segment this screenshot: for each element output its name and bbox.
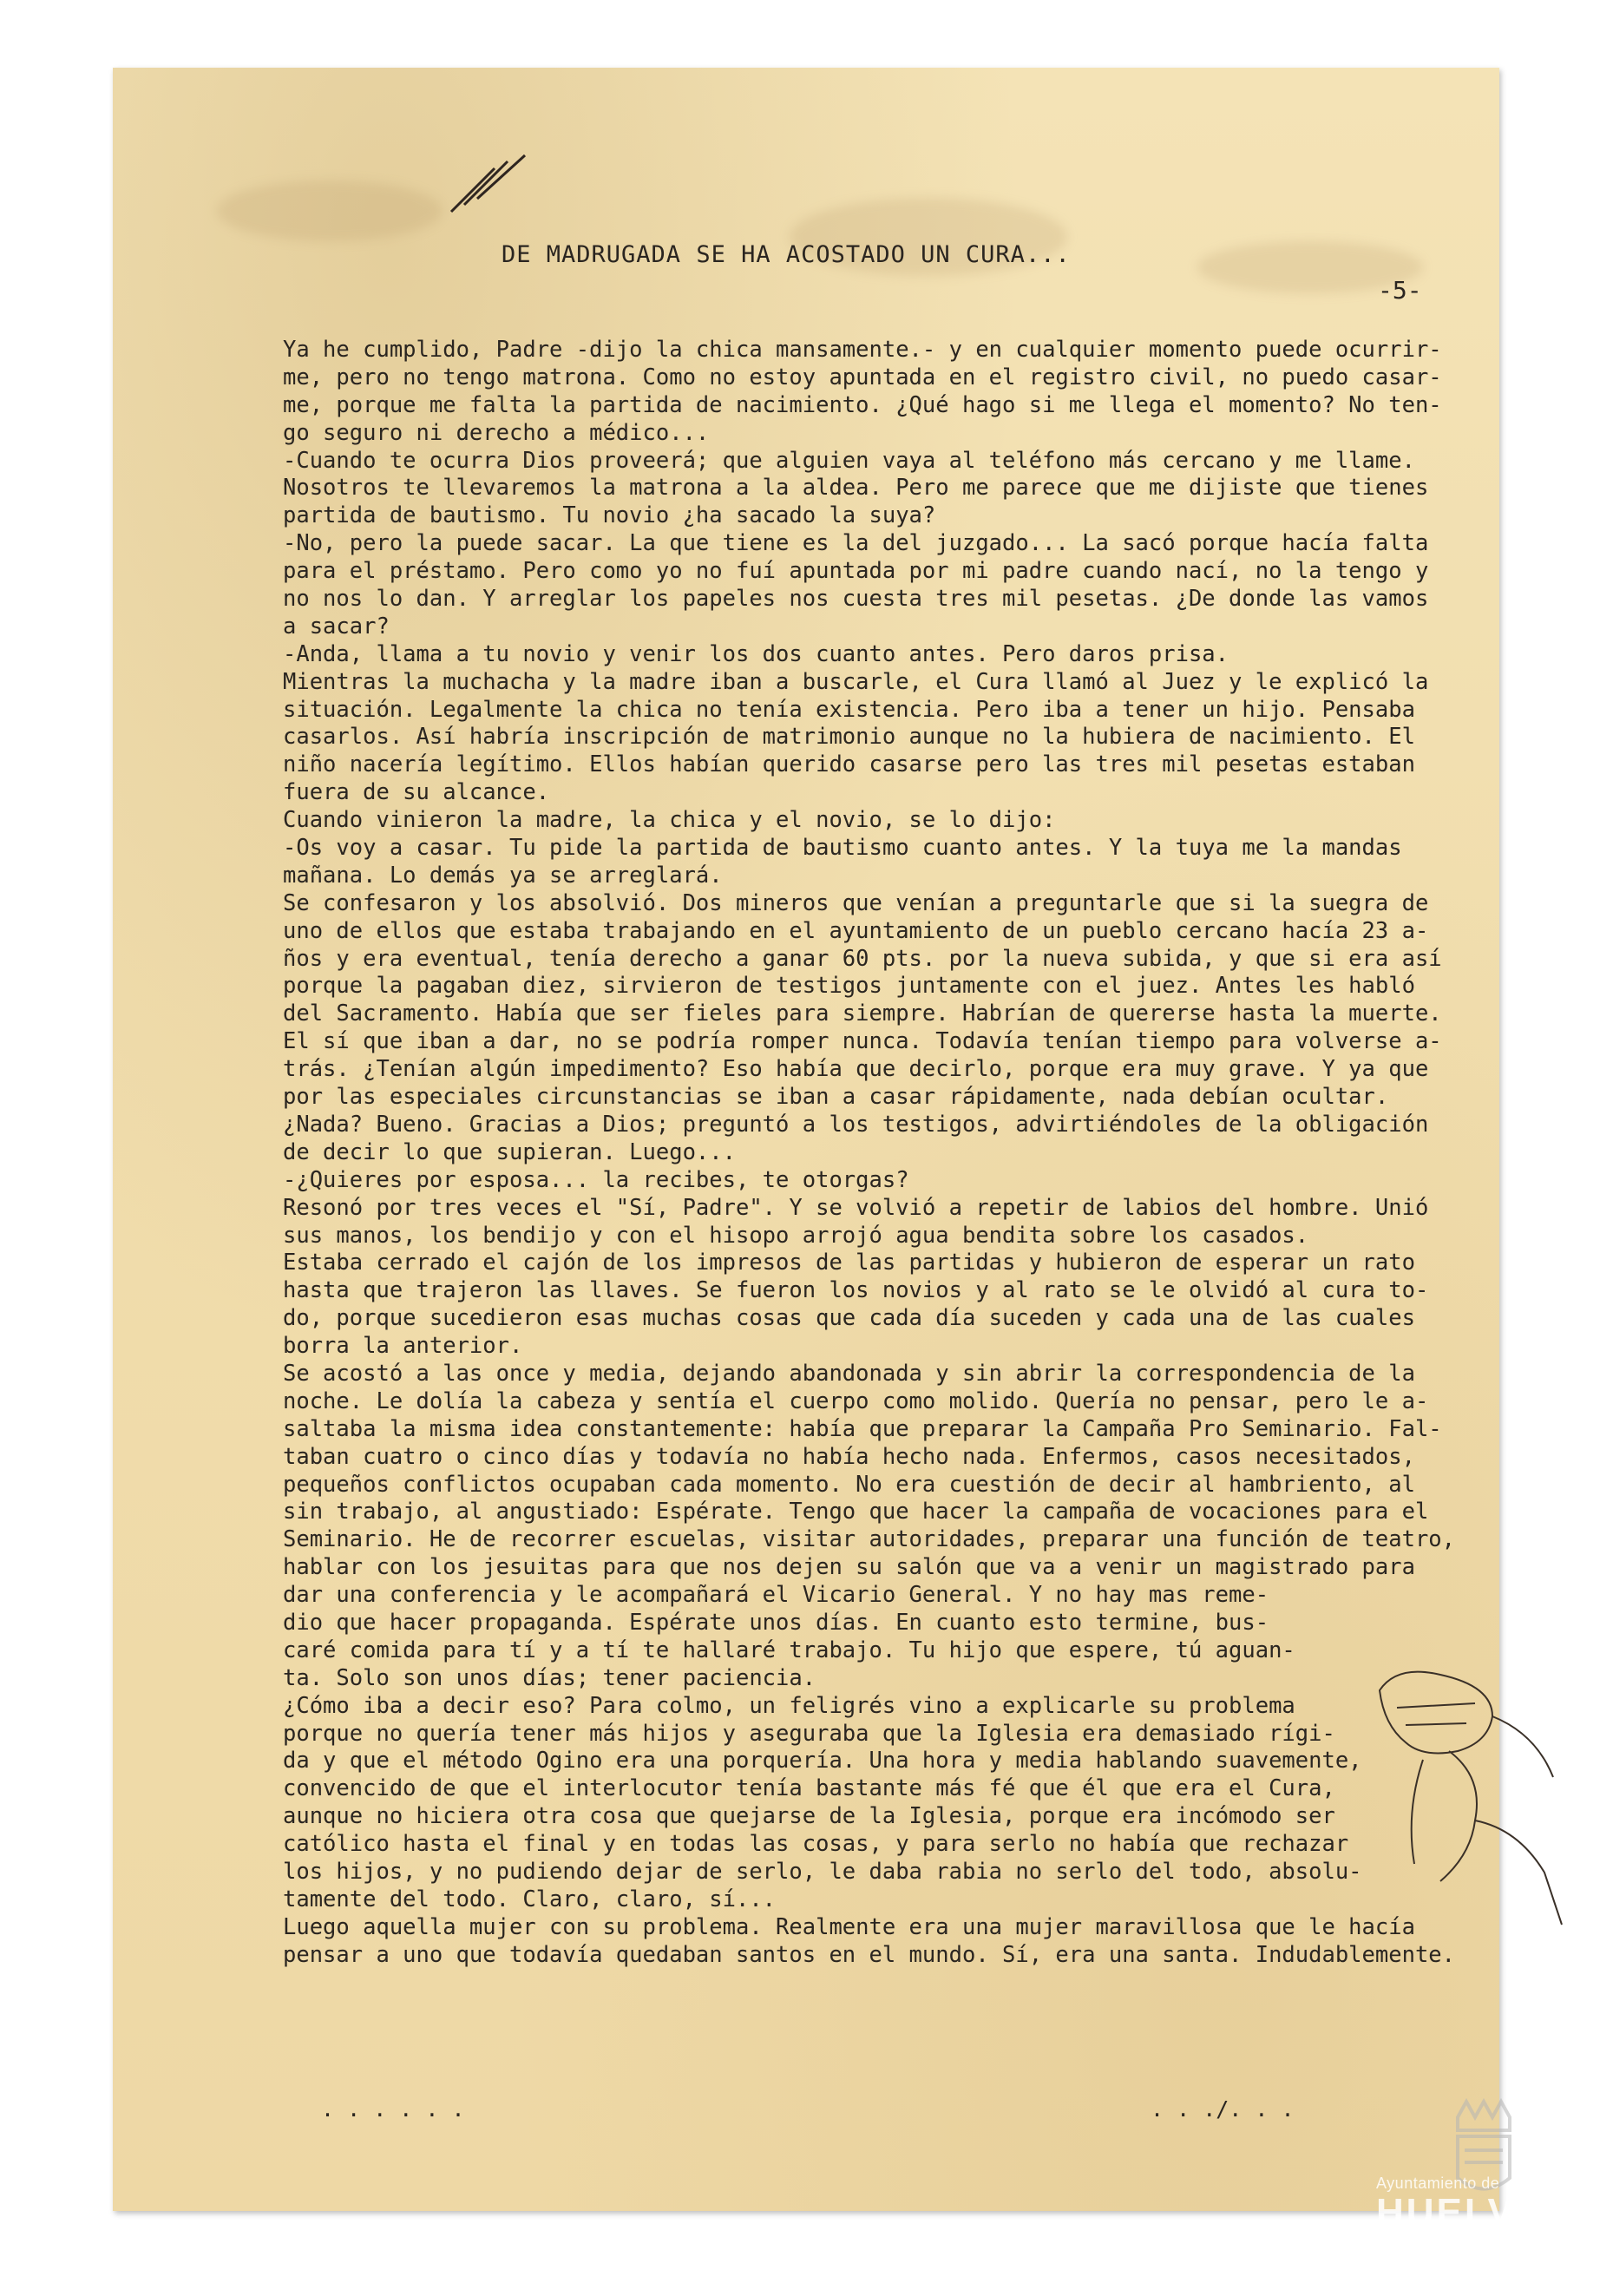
- text-line: taban cuatro o cinco días y todavía no había hecho nada. Enfermos, casos necesitados,: [283, 1443, 1415, 1470]
- document-page: [113, 68, 1499, 2211]
- text-line: de decir lo que supieran. Luego...: [283, 1138, 736, 1165]
- text-line: hablar con los jesuitas para que nos dejen su salón que va a venir un magistrado para: [283, 1554, 1415, 1581]
- text-line: Estaba cerrado el cajón de los impresos de las partidas y hubieron de esperar un rato: [283, 1250, 1415, 1276]
- text-line: dar una conferencia y le acompañará el Vicario General. Y no hay mas reme-: [283, 1582, 1269, 1609]
- text-line: partida de bautismo. Tu novio ¿ha sacado la suya?: [283, 502, 936, 529]
- text-line: niño nacería legítimo. Ellos habían querido casarse pero las tres mil pesetas estaban: [283, 751, 1415, 778]
- text-line: pensar a uno que todavía quedaban santos en el mundo. Sí, era una santa. Indudablemente.: [283, 1941, 1456, 1968]
- text-line: da y que el método Ogino era una porquería. Una hora y media hablando suavemente,: [283, 1748, 1362, 1774]
- text-line: Ya he cumplido, Padre -dijo la chica mansamente.- y en cualquier momento puede ocurrir-: [283, 337, 1442, 363]
- text-line: Se confesaron y los absolvió. Dos mineros que venían a preguntarle que si la suegra de: [283, 889, 1429, 916]
- closing-ellipsis-right: . . ./. . .: [1151, 2096, 1295, 2122]
- document-title: DE MADRUGADA SE HA ACOSTADO UN CURA...: [502, 241, 1071, 268]
- text-line: Nosotros te llevaremos la matrona a la aldea. Pero me parece que me dijiste que tienes: [283, 475, 1429, 502]
- page-number: -5-: [1378, 276, 1422, 305]
- pen-stroke-mark: [443, 151, 538, 220]
- text-line: situación. Legalmente la chica no tenía existencia. Pero iba a tener un hijo. Pensaba: [283, 696, 1415, 723]
- watermark-line1: Ayuntamiento de: [1376, 2175, 1500, 2192]
- text-line: por las especiales circunstancias se iban a casar rápidamente, nada debían ocultar.: [283, 1084, 1389, 1111]
- text-line: go seguro ni derecho a médico...: [283, 419, 710, 446]
- text-line: Resonó por tres veces el "Sí, Padre". Y se volvió a repetir de labios del hombre. Unió: [283, 1194, 1429, 1221]
- text-line: do, porque sucedieron esas muchas cosas que cada día suceden y cada una de las cuales: [283, 1305, 1415, 1332]
- closing-ellipsis-left: . . . . . .: [321, 2096, 465, 2122]
- text-line: ta. Solo son unos días; tener paciencia.: [283, 1664, 816, 1691]
- watermark-line2: HUELVA: [1376, 2191, 1544, 2234]
- text-line: -Cuando te ocurra Dios proveerá; que alguien vaya al teléfono más cercano y me llame.: [283, 447, 1415, 474]
- text-line: ¿Nada? Bueno. Gracias a Dios; preguntó a los testigos, advirtiéndoles de la obligación: [283, 1111, 1429, 1138]
- text-line: convencido de que el interlocutor tenía bastante más fé que él que era el Cura,: [283, 1775, 1335, 1802]
- text-line: sus manos, los bendijo y con el hisopo arrojó agua bendita sobre los casados.: [283, 1222, 1309, 1249]
- text-line: caré comida para tí y a tí te hallaré trabajo. Tu hijo que espere, tú aguan-: [283, 1637, 1295, 1663]
- text-line: aunque no hiciera otra cosa que quejarse de la Iglesia, porque era incómodo ser: [283, 1803, 1335, 1830]
- text-line: me, porque me falta la partida de nacimiento. ¿Qué hago si me llega el momento? No ten-: [283, 391, 1442, 418]
- text-line: ños y era eventual, tenía derecho a ganar 60 pts. por la nueva subida, y que si era así: [283, 945, 1442, 972]
- text-line: Seminario. He de recorrer escuelas, visitar autoridades, preparar una función de teatro,: [283, 1526, 1456, 1553]
- huelva-watermark: [1376, 2175, 1543, 2234]
- text-line: dio que hacer propaganda. Espérate unos días. En cuanto esto termine, bus-: [283, 1609, 1269, 1636]
- margin-sketch: [1345, 1656, 1570, 1942]
- text-line: del Sacramento. Había que ser fieles para siempre. Habrían de quererse hasta la muerte.: [283, 1000, 1442, 1027]
- text-line: -Anda, llama a tu novio y venir los dos cuanto antes. Pero daros prisa.: [283, 640, 1229, 667]
- text-line: -Os voy a casar. Tu pide la partida de bautismo cuanto antes. Y la tuya me la mandas: [283, 835, 1402, 862]
- text-line: sin trabajo, al angustiado: Espérate. Tengo que hacer la campaña de vocaciones para el: [283, 1499, 1429, 1525]
- text-line: Cuando vinieron la madre, la chica y el novio, se lo dijo:: [283, 807, 1056, 834]
- text-line: -¿Quieres por esposa... la recibes, te otorgas?: [283, 1166, 909, 1193]
- text-line: católico hasta el final y en todas las cosas, y para serlo no había que rechazar: [283, 1831, 1349, 1858]
- text-line: ¿Cómo iba a decir eso? Para colmo, un feligrés vino a explicarle su problema: [283, 1692, 1295, 1719]
- text-line: los hijos, y no pudiendo dejar de serlo, le daba rabia no serlo del todo, absolu-: [283, 1858, 1362, 1885]
- text-line: mañana. Lo demás ya se arreglará.: [283, 862, 723, 889]
- text-line: Se acostó a las once y media, dejando abandonada y sin abrir la correspondencia de la: [283, 1360, 1415, 1387]
- text-line: no nos lo dan. Y arreglar los papeles nos cuesta tres mil pesetas. ¿De donde las vamos: [283, 586, 1429, 613]
- text-line: El sí que iban a dar, no se podría romper nunca. Todavía tenían tiempo para volverse a-: [283, 1028, 1442, 1055]
- text-line: fuera de su alcance.: [283, 779, 550, 806]
- text-line: me, pero no tengo matrona. Como no estoy apuntada en el registro civil, no puedo casar-: [283, 364, 1442, 390]
- text-line: saltaba la misma idea constantemente: había que preparar la Campaña Pro Seminario. Fal-: [283, 1415, 1442, 1442]
- text-line: pequeños conflictos ocupaban cada momento. No era cuestión de decir al hambriento, al: [283, 1471, 1415, 1498]
- text-line: Luego aquella mujer con su problema. Realmente era una mujer maravillosa que le hacía: [283, 1913, 1415, 1940]
- text-line: tamente del todo. Claro, claro, sí...: [283, 1886, 777, 1912]
- stain: [217, 180, 443, 241]
- text-line: Mientras la muchacha y la madre iban a buscarle, el Cura llamó al Juez y le explicó la: [283, 668, 1429, 695]
- text-line: noche. Le dolía la cabeza y sentía el cuerpo como molido. Quería no pensar, pero le a-: [283, 1387, 1429, 1414]
- text-line: hasta que trajeron las llaves. Se fueron los novios y al rato se le olvidó al cura to-: [283, 1277, 1429, 1304]
- text-line: porque la pagaban diez, sirvieron de testigos juntamente con el juez. Antes les habló: [283, 973, 1415, 1000]
- text-line: trás. ¿Tenían algún impedimento? Eso había que decirlo, porque era muy grave. Y ya que: [283, 1056, 1429, 1083]
- text-line: uno de ellos que estaba trabajando en el ayuntamiento de un pueblo cercano hacía 23 a-: [283, 917, 1429, 944]
- text-line: para el préstamo. Pero como yo no fuí apuntada por mi padre cuando nací, no la tengo y: [283, 558, 1429, 585]
- text-line: a sacar?: [283, 613, 390, 640]
- text-line: porque no quería tener más hijos y aseguraba que la Iglesia era demasiado rígi-: [283, 1720, 1335, 1747]
- text-line: casarlos. Así habría inscripción de matrimonio aunque no la hubiera de nacimiento. El: [283, 724, 1415, 751]
- text-line: borra la anterior.: [283, 1333, 523, 1360]
- text-line: -No, pero la puede sacar. La que tiene es la del juzgado... La sacó porque hacía falta: [283, 530, 1429, 557]
